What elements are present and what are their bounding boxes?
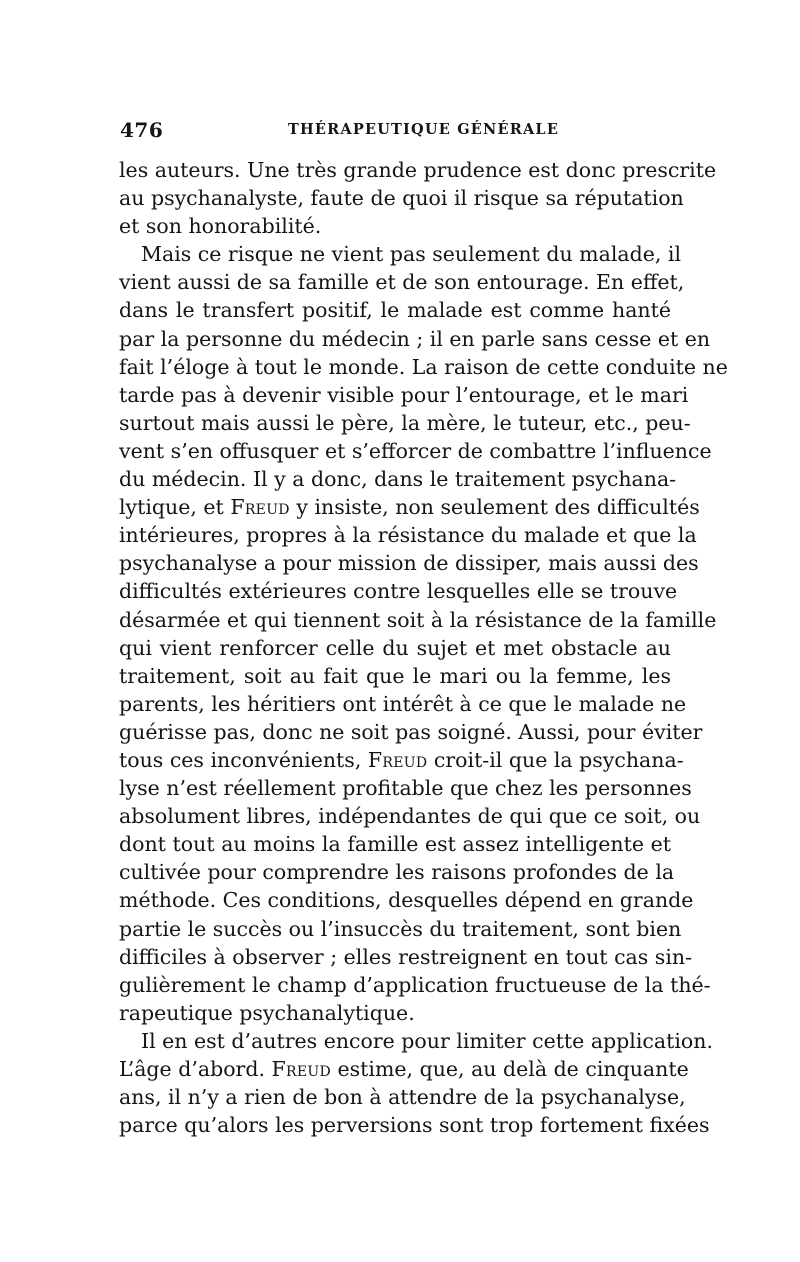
text-line: absolument libres, indépendantes de qui que ce soit, ou (119, 804, 701, 829)
text-line: et son honorabilité. (119, 214, 322, 239)
text-line: rapeutique psychanalytique. (119, 1000, 415, 1025)
text-line: Mais ce risque ne vient pas seulement du malade, il (141, 242, 681, 267)
running-header (120, 118, 680, 144)
text-line: cultivée pour comprendre les raisons profondes de la (119, 860, 675, 885)
text-line: tarde pas à devenir visible pour l’entourage, et le mari (119, 382, 689, 407)
text-line: gulièrement le champ d’application fructueuse de la thé- (119, 972, 711, 997)
text-line: difficultés extérieures contre lesquelles elle se trouve (119, 579, 678, 604)
author-name: Freud (271, 1057, 332, 1081)
text-line: difficiles à observer ; elles restreignent en tout cas sin- (119, 944, 693, 969)
text-line: lyse n’est réellement profitable que chez les personnes (119, 776, 692, 801)
text-line: intérieures, propres à la résistance du malade et que la (119, 523, 697, 548)
author-name: Freud (367, 747, 428, 772)
text-line: qui vient renforcer celle du sujet et met obstacle au (119, 635, 671, 660)
text-line: fait l’éloge à tout le monde. La raison de cette conduite ne (119, 354, 728, 379)
text-line: surtout mais aussi le père, la mère, le tuteur, etc., peu- (119, 410, 691, 435)
text-line: dans le transfert positif, le malade est comme hanté (119, 298, 671, 323)
text-line: traitement, soit au fait que le mari ou la femme, les (119, 663, 671, 688)
text-line: dont tout au moins la famille est assez intelligente et (119, 832, 671, 857)
text-line: lytique, et Freud y insiste, non seulement des difficultés (119, 495, 700, 520)
text-line: désarmée et qui tiennent soit à la résistance de la famille (119, 607, 717, 632)
running-title: THÉRAPEUTIQUE GÉNÉRALE (288, 121, 560, 138)
text-line: au psychanalyste, faute de quoi il risque sa réputation (119, 186, 684, 211)
text-line: par la personne du médecin ; il en parle sans cesse et en (119, 326, 711, 351)
text-line: parce qu’alors les perversions sont trop fortement fixées (119, 1113, 710, 1138)
text-line: ans, il n’y a rien de bon à attendre de la psychanalyse, (119, 1085, 686, 1110)
text-line: du médecin. Il y a donc, dans le traitement psychana- (119, 467, 677, 492)
author-name: Freud (230, 495, 290, 520)
text-line: Il en est d’autres encore pour limiter cette application. (141, 1028, 713, 1053)
text-line: vient aussi de sa famille et de son entourage. En effet, (119, 270, 685, 295)
text-line: L’âge d’abord. Freud estime, que, au delà de cinquante (119, 1057, 689, 1081)
page-number: 476 (120, 118, 164, 142)
text-line: guérisse pas, donc ne soit pas soigné. Aussi, pour éviter (119, 719, 703, 744)
body-text (119, 156, 728, 1139)
text-line: méthode. Ces conditions, desquelles dépend en grande (119, 888, 694, 913)
text-line: parents, les héritiers ont intérêt à ce que le malade ne (119, 691, 687, 716)
text-line: psychanalyse a pour mission de dissiper, mais aussi des (119, 551, 699, 576)
text-line: les auteurs. Une très grande prudence est donc prescrite (119, 158, 717, 182)
text-line: partie le succès ou l’insuccès du traitement, sont bien (119, 916, 682, 941)
text-line: vent s’en offusquer et s’efforcer de combattre l’influence (119, 438, 712, 463)
text-line: tous ces inconvénients, Freud croit-il que la psychana- (119, 747, 684, 772)
